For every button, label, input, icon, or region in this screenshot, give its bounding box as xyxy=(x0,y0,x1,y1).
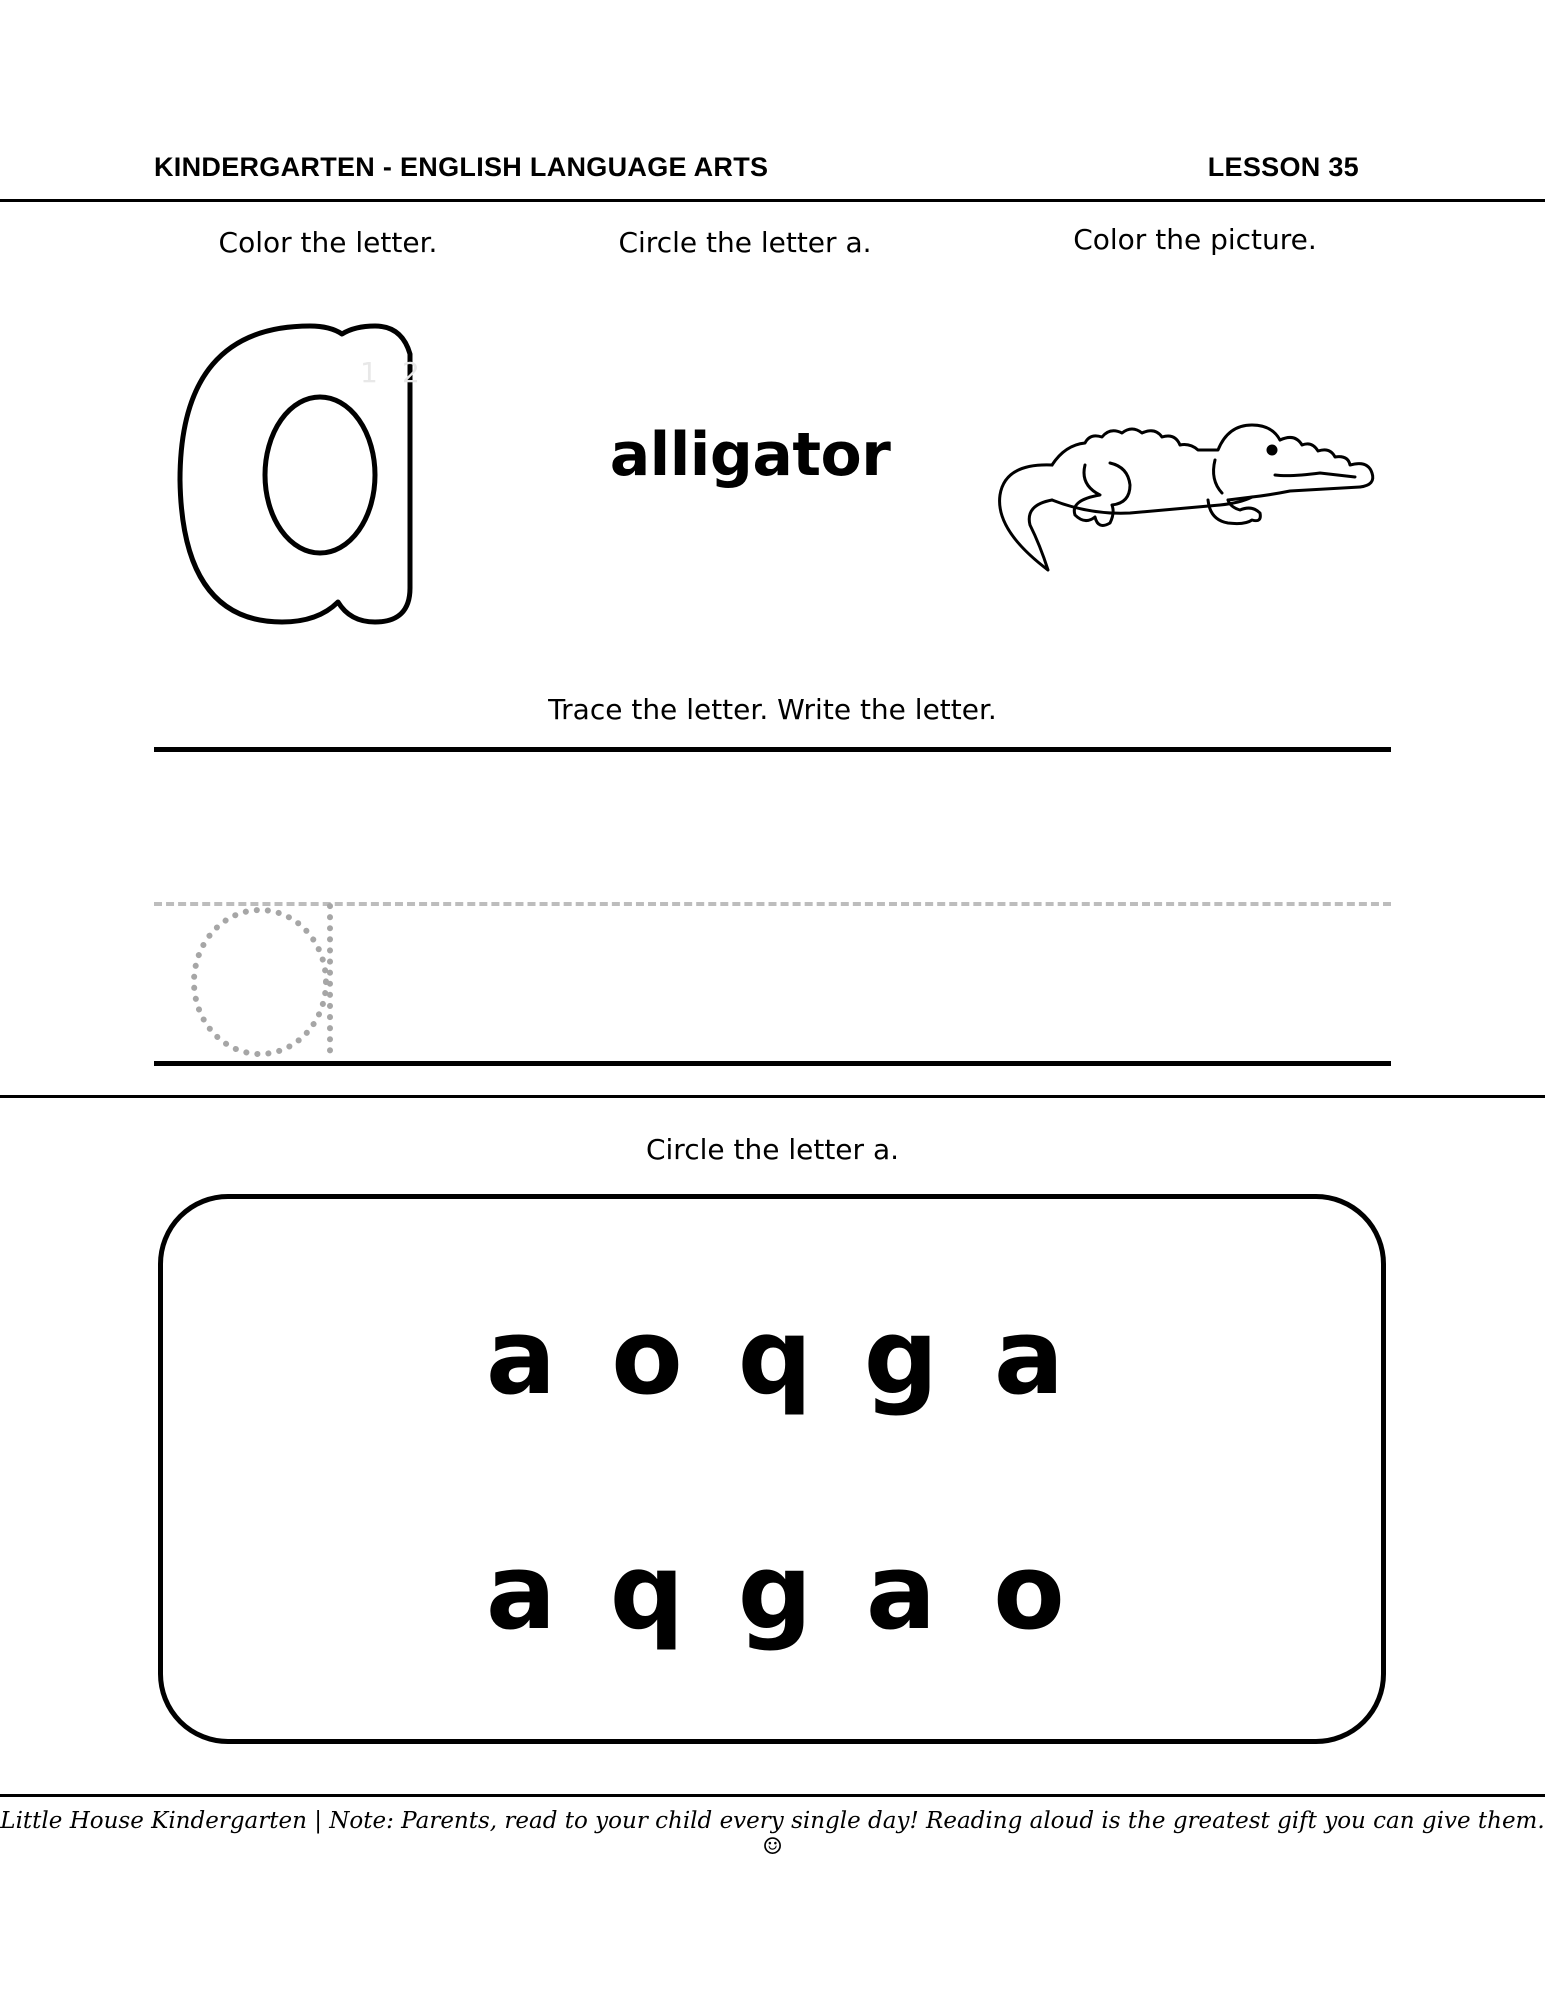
section-divider xyxy=(0,1095,1545,1098)
choice-letter-1-3[interactable]: q xyxy=(737,1296,813,1418)
lesson-number: LESSON 35 xyxy=(1207,152,1359,182)
writing-top-line xyxy=(154,747,1391,752)
choice-letter-2-2[interactable]: q xyxy=(609,1531,685,1653)
footer-divider xyxy=(0,1794,1545,1797)
choice-letter-2-3[interactable]: g xyxy=(737,1531,813,1653)
svg-text:1: 1 xyxy=(360,356,378,389)
circle-section-instruction: Circle the letter a. xyxy=(645,1133,900,1166)
word-alligator: alligator xyxy=(609,420,891,490)
svg-text:2: 2 xyxy=(402,356,420,389)
choice-letter-1-4[interactable]: g xyxy=(863,1296,939,1418)
color-picture-instruction: Color the picture. xyxy=(1073,223,1317,256)
choice-letter-2-5[interactable]: o xyxy=(993,1531,1065,1653)
header-divider xyxy=(0,199,1545,202)
trace-letter-a[interactable] xyxy=(190,900,350,1065)
alligator-picture xyxy=(990,405,1390,585)
choice-letter-2-1[interactable]: a xyxy=(485,1531,557,1653)
footer-note: Little House Kindergarten | Note: Parents, read to your child every single day! Reading aloud is the greatest gift you can give them. ☺ xyxy=(0,1808,1545,1860)
circle-letter-instruction: Circle the letter a. xyxy=(618,226,872,259)
outline-letter-a xyxy=(170,320,470,630)
trace-instruction: Trace the letter. Write the letter. xyxy=(548,693,997,726)
color-letter-instruction: Color the letter. xyxy=(218,226,438,259)
choice-letter-1-5[interactable]: a xyxy=(993,1296,1065,1418)
choice-letter-1-1[interactable]: a xyxy=(485,1296,557,1418)
subject-title: KINDERGARTEN - ENGLISH LANGUAGE ARTS xyxy=(154,152,769,182)
choice-letter-2-4[interactable]: a xyxy=(865,1531,937,1653)
choice-letter-1-2[interactable]: o xyxy=(611,1296,683,1418)
letter-choice-box xyxy=(158,1194,1386,1744)
